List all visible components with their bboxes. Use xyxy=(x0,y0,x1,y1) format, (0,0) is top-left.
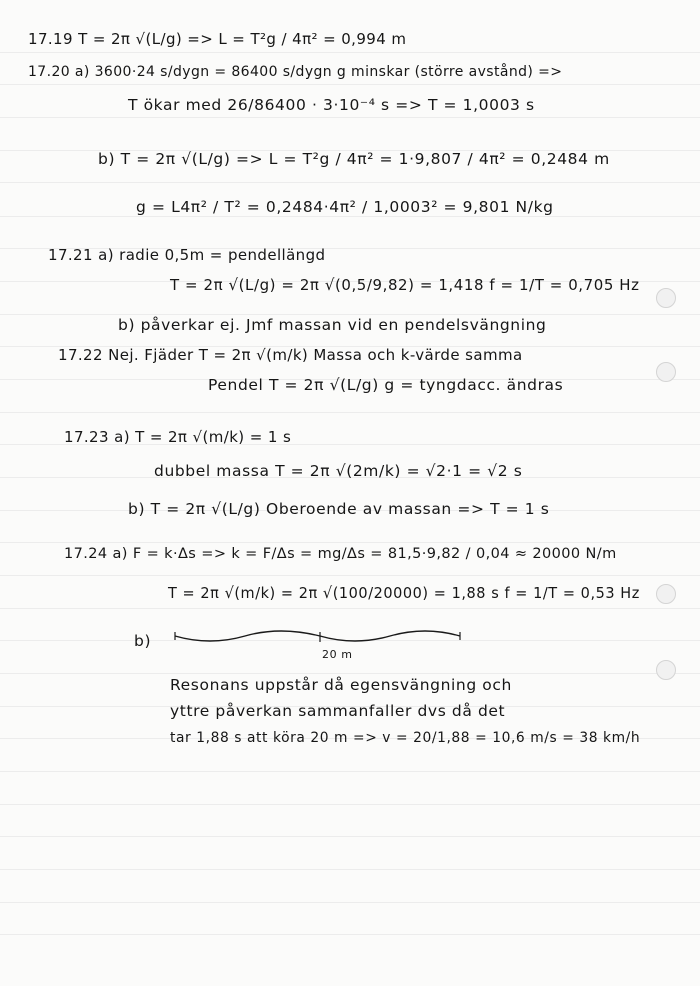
problem-17-22-pendulum: Pendel T = 2π √(L/g) g = tyngdacc. ändras xyxy=(208,376,564,394)
problem-17-21-a: 17.21 a) radie 0,5m = pendellängd xyxy=(48,246,326,264)
road-bump-sketch xyxy=(170,622,470,662)
punch-hole xyxy=(656,362,676,382)
problem-17-23-a: 17.23 a) T = 2π √(m/k) = 1 s xyxy=(64,428,292,446)
problem-17-20-a: 17.20 a) 3600·24 s/dygn = 86400 s/dygn g minskar (större avstånd) => xyxy=(28,64,563,80)
problem-17-24-b-speed: tar 1,88 s att köra 20 m => v = 20/1,88 = 10,6 m/s = 38 km/h xyxy=(170,730,641,746)
problem-17-23-b: b) T = 2π √(L/g) Oberoende av massan => T = 1 s xyxy=(128,500,550,518)
road-distance-label: 20 m xyxy=(322,648,353,661)
problem-17-22: 17.22 Nej. Fjäder T = 2π √(m/k) Massa och k-värde samma xyxy=(58,346,523,364)
punch-hole xyxy=(656,660,676,680)
problem-17-24-a: 17.24 a) F = k·Δs => k = F/Δs = mg/Δs = 81,5·9,82 / 0,04 ≈ 20000 N/m xyxy=(64,546,617,562)
problem-17-20-a-result: T ökar med 26/86400 · 3·10⁻⁴ s => T = 1,0003 s xyxy=(128,96,535,114)
problem-17-24-a-period: T = 2π √(m/k) = 2π √(100/20000) = 1,88 s f = 1/T = 0,53 Hz xyxy=(168,584,640,602)
problem-17-20-b-gravity: g = L4π² / T² = 0,2484·4π² / 1,0003² = 9,801 N/kg xyxy=(136,198,554,216)
punch-hole xyxy=(656,584,676,604)
problem-17-19: 17.19 T = 2π √(L/g) => L = T²g / 4π² = 0,994 m xyxy=(28,30,407,48)
problem-17-21-b: b) påverkar ej. Jmf massan vid en pendelsvängning xyxy=(118,316,547,334)
punch-hole xyxy=(656,288,676,308)
problem-17-24-b-label: b) xyxy=(134,632,152,650)
problem-17-21-a-period: T = 2π √(L/g) = 2π √(0,5/9,82) = 1,418 f = 1/T = 0,705 Hz xyxy=(170,276,640,294)
problem-17-20-b: b) T = 2π √(L/g) => L = T²g / 4π² = 1·9,807 / 4π² = 0,2484 m xyxy=(98,150,610,168)
problem-17-24-b-coincide: yttre påverkan sammanfaller dvs då det xyxy=(170,702,506,720)
problem-17-23-a-double-mass: dubbel massa T = 2π √(2m/k) = √2·1 = √2 s xyxy=(154,462,523,480)
problem-17-24-b-resonance: Resonans uppstår då egensvängning och xyxy=(170,676,512,694)
